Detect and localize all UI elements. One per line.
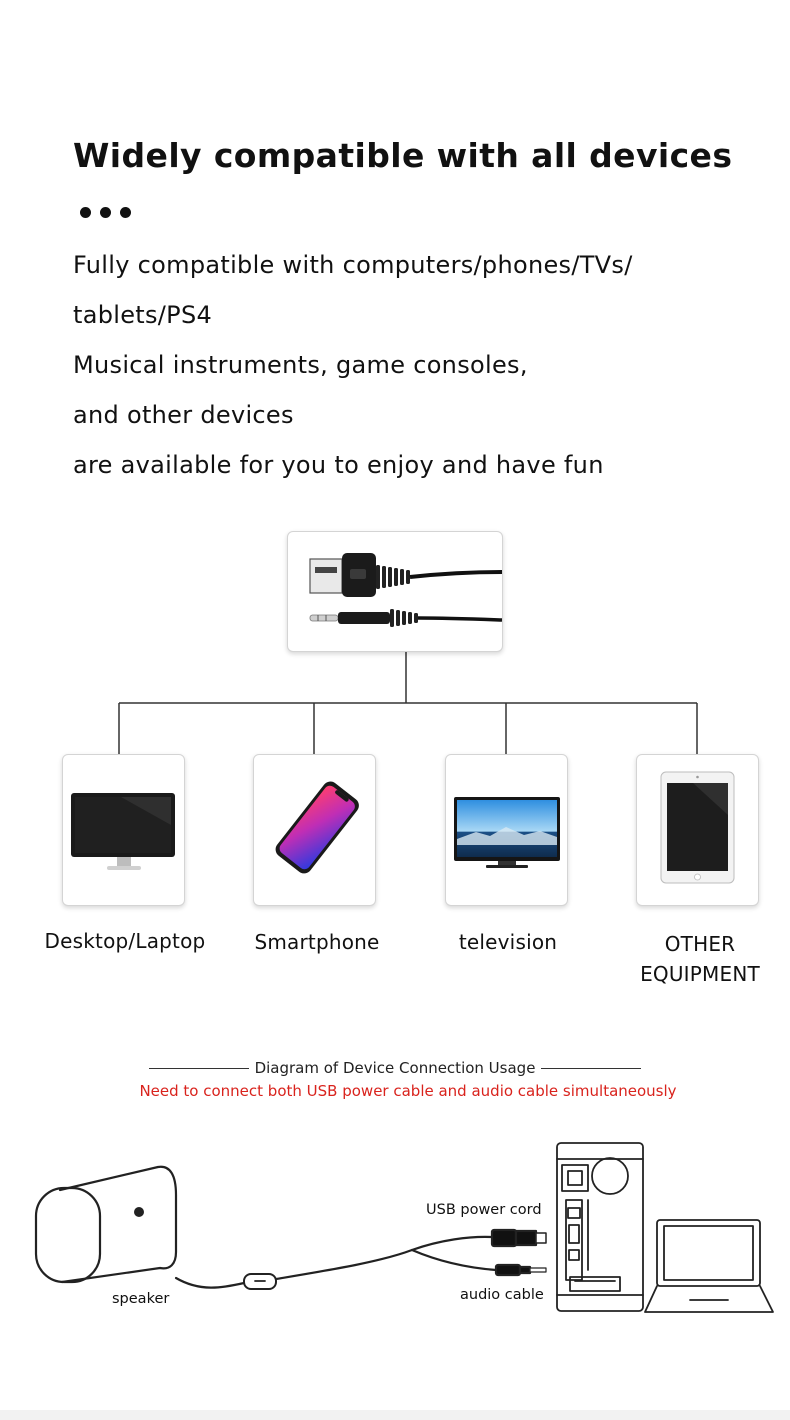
device-label-other bbox=[600, 929, 790, 989]
device-label-desktop: Desktop/Laptop bbox=[44, 929, 206, 953]
description-line: tablets/PS4 bbox=[73, 301, 213, 329]
title-rule bbox=[541, 1068, 641, 1069]
smartphone-icon bbox=[254, 755, 375, 905]
device-card-desktop bbox=[62, 754, 185, 906]
description-line: and other devices bbox=[73, 401, 294, 429]
speaker-icon bbox=[36, 1167, 176, 1282]
diagram-note: Need to connect both USB power cable and audio cable simultaneously bbox=[139, 1082, 677, 1100]
diagram-title-text: Diagram of Device Connection Usage bbox=[254, 1059, 536, 1077]
description-line: Fully compatible with computers/phones/TVs/ bbox=[73, 251, 633, 279]
description-line: are available for you to enjoy and have fun bbox=[73, 451, 604, 479]
speaker-label: speaker bbox=[112, 1291, 170, 1307]
device-label-television: television bbox=[458, 930, 558, 954]
television-icon bbox=[446, 755, 567, 905]
device-label-line: OTHER bbox=[664, 932, 736, 956]
device-label-smartphone: Smartphone bbox=[254, 930, 380, 954]
usb-audio-cable-icon bbox=[288, 532, 502, 651]
device-card-smartphone bbox=[253, 754, 376, 906]
bottom-band bbox=[0, 1410, 790, 1420]
diagram-title bbox=[0, 1059, 790, 1077]
device-card-television bbox=[445, 754, 568, 906]
pc-tower-icon bbox=[557, 1143, 643, 1311]
usb-power-cord-label: USB power cord bbox=[426, 1202, 542, 1218]
device-card-other bbox=[636, 754, 759, 906]
monitor-icon bbox=[63, 755, 184, 905]
laptop-icon bbox=[645, 1220, 773, 1312]
audio-cable-label: audio cable bbox=[460, 1287, 544, 1303]
description-line: Musical instruments, game consoles, bbox=[73, 351, 528, 379]
title-rule bbox=[149, 1068, 249, 1069]
tablet-icon bbox=[637, 755, 758, 905]
device-label-line: EQUIPMENT bbox=[640, 962, 760, 986]
cable-card bbox=[287, 531, 503, 652]
page-title: Widely compatible with all devices bbox=[73, 136, 733, 175]
